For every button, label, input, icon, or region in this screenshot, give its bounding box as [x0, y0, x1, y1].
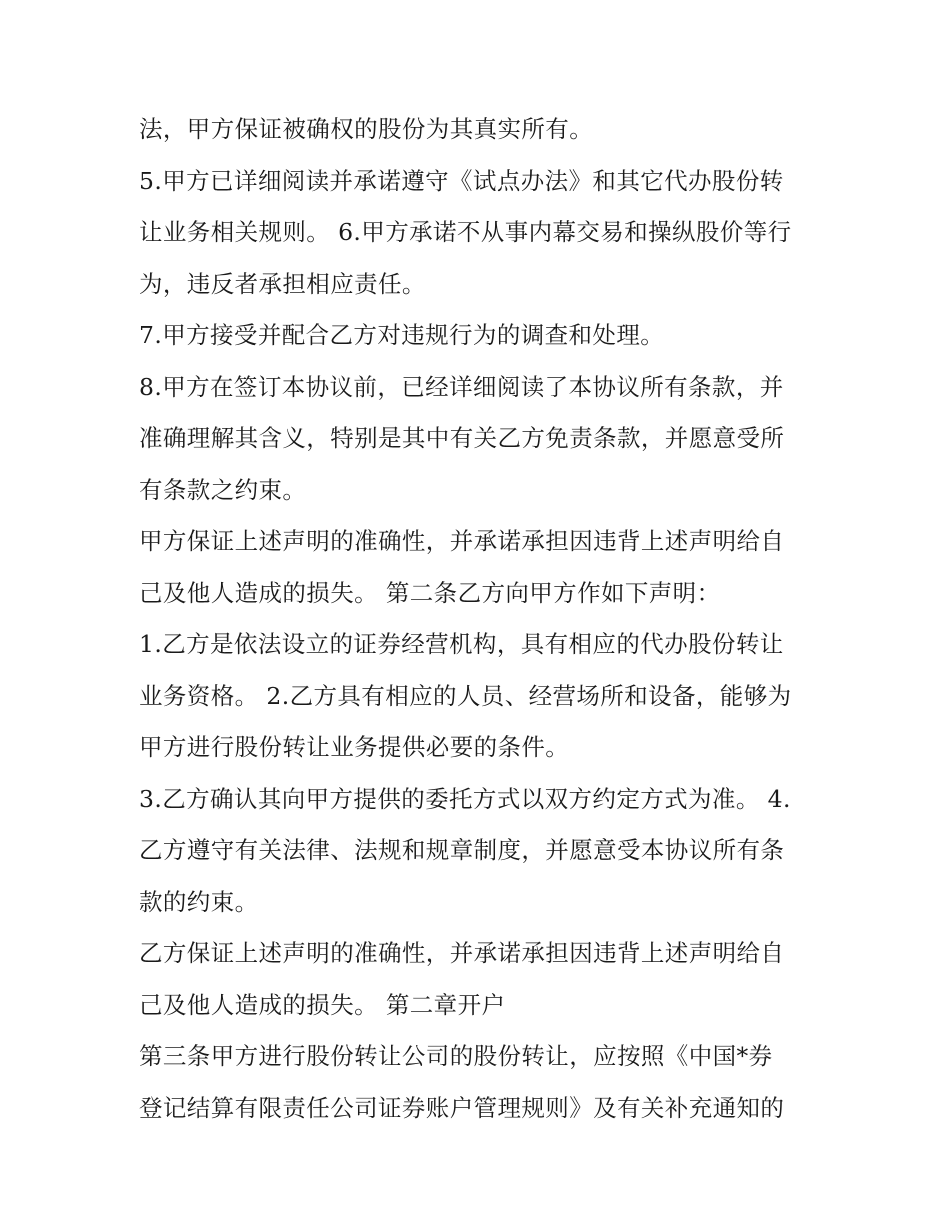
text-line: 准确理解其含义，特别是其中有关乙方免责条款，并愿意受所: [139, 424, 785, 452]
text-line: 己及他人造成的损失。 第二章开户: [139, 990, 506, 1019]
text-line: 让业务相关规则。 6.甲方承诺不从事内幕交易和操纵股价等行: [139, 218, 792, 246]
text-line: 5.甲方已详细阅读并承诺遵守《试点办法》和其它代办股份转: [139, 166, 784, 195]
text-line: 为，违反者承担相应责任。: [139, 269, 426, 298]
text-line: 甲方保证上述声明的准确性，并承诺承担因违背上述声明给自: [139, 527, 785, 555]
text-line: 8.甲方在签订本协议前，已经详细阅读了本协议所有条款，并: [139, 372, 784, 401]
text-line: 登记结算有限责任公司证券账户管理规则》及有关补充通知的: [139, 1093, 785, 1122]
text-line: 1.乙方是依法设立的证券经营机构，具有相应的代办股份转让: [139, 630, 784, 658]
text-line: 第三条甲方进行股份转让公司的股份转让，应按照《中国*券: [139, 1042, 773, 1070]
text-line: 7.甲方接受并配合乙方对违规行为的调查和处理。: [139, 321, 665, 349]
text-line: 乙方遵守有关法律、法规和规章制度，并愿意受本协议所有条: [139, 836, 785, 864]
text-line: 3.乙方确认其向甲方提供的委托方式以双方约定方式为准。 4.: [139, 784, 791, 813]
text-line: 款的约束。: [139, 887, 259, 916]
text-line: 业务资格。 2.乙方具有相应的人员、经营场所和设备，能够为: [139, 681, 792, 710]
document-body: [139, 104, 819, 1134]
text-line: 己及他人造成的损失。 第二条乙方向甲方作如下声明：: [139, 578, 721, 607]
text-line: 法，甲方保证被确权的股份为其真实所有。: [139, 115, 594, 143]
text-line: 有条款之约束。: [139, 475, 307, 504]
text-line: 甲方进行股份转让业务提供必要的条件。: [139, 733, 570, 761]
text-line: 乙方保证上述声明的准确性，并承诺承担因违背上述声明给自: [139, 939, 785, 967]
